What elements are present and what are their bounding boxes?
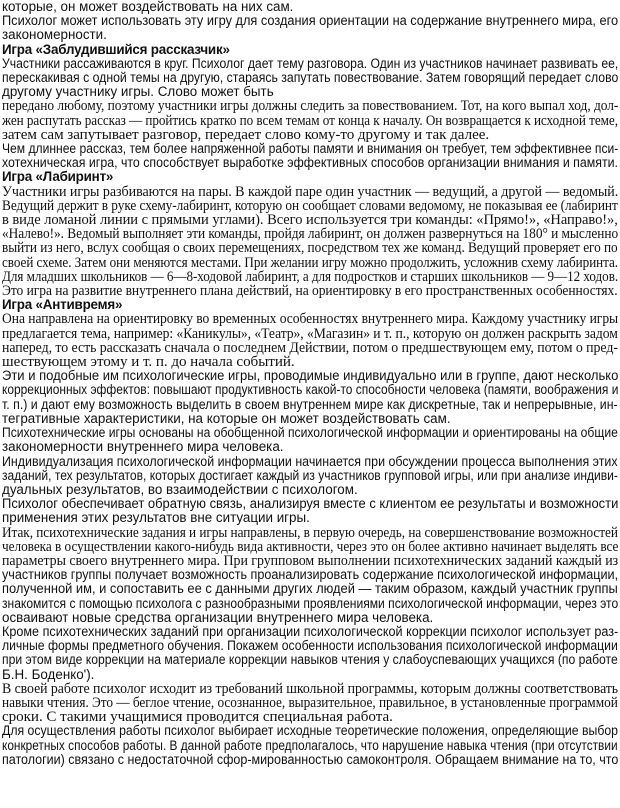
- text-line: тегративные характеристики, на которые он может воздействовать сам.: [2, 411, 451, 426]
- text-line: личные формы предметного обучения. Покажем особенности использования психологической информации: [2, 638, 618, 654]
- text-line: Она направлена на ориентировку во временных особенностях внутреннего мира. Каждому участнику игры: [2, 311, 619, 328]
- section-heading: Игра «Лабиринт»: [2, 170, 114, 185]
- text-line: перескакивая с одной темы на другую, стараясь запутать повествование. Затем говорящий передает слово: [2, 70, 619, 86]
- text-line: при этом виде коррекции на материале коррекции навыков чтения у слабоуспевающих учащихся (по работе: [2, 652, 618, 668]
- text-line: шествующем этому и т. п. до начала событий.: [2, 355, 295, 370]
- text-line: наперед, то есть рассказать сначала о последнем Действии, потом о предшествующем ему, потом о пред-: [2, 339, 618, 356]
- text-line: другому участнику игры. Слово может быть: [2, 85, 274, 100]
- text-line: жен распутать рассказ — пройтись кратко по всем темам от конца к началу. Он возвращается к исходной теме,: [2, 112, 618, 129]
- text-line: патологии) связано с недостаточной сфор-мированностью самоконтроля. Обращаем внимание на то, что: [2, 751, 619, 767]
- text-line: т. п.) и дают ему возможность выделить в своем внутреннем мире как дискретные, так и непрерывные, ин-: [2, 396, 618, 412]
- text-line: затем сам запутывает разговор, передает слово кому-то другому и так далее.: [2, 127, 490, 143]
- text-line: Кроме психотехнических заданий при организации психологической коррекции психолог использует раз-: [2, 623, 619, 639]
- text-line: параметры своего внутреннего мира. При групповом выполнении психотехнических заданий каждый из: [2, 552, 619, 569]
- text-line: Эти и подобные им психологические игры, проводимые индивидуально или в группе, дают несколько: [2, 368, 619, 384]
- text-line: Чем длиннее рассказ, тем более напряженной работы памяти и внимания он требует, тем эффективнее пси-: [2, 141, 619, 157]
- text-line: Участники рассаживаются в круг. Психолог дает тему разговора. Один из участников начинает развивать ее,: [2, 55, 619, 71]
- text-line: Итак, психотехнические задания и игры направлены, в первую очередь, на совершенствование возможностей: [2, 524, 618, 541]
- text-line: Психолог может использовать эту игру для создания ориентации на содержание внутреннего мира, его: [2, 13, 619, 29]
- text-line: человека в осуществлении какого-нибудь вида активности, через это он более активно начинает выделять все: [2, 538, 619, 555]
- text-line: Ведущий держит в руке схему-лабиринт, которую он сообщает словами ведомому, не показывая ее (лабиринт: [2, 197, 618, 214]
- text-line: предлагается тема, например: «Каникулы», «Театр», «Магазин» и т. п., которую он должен раскрыть задом: [2, 325, 618, 342]
- section-heading: Игра «Антивремя»: [2, 298, 123, 313]
- text-line: В своей работе психолог исходит из требований школьной программы, которым должны соответствовать: [2, 680, 619, 697]
- text-line: Для осуществления работы психолог выбирает исходные теоретические положения, определяющие выбор: [2, 723, 619, 739]
- text-line: Психотехнические игры основаны на обобщенной психологической информации и ориентированы на общие: [2, 425, 618, 441]
- text-line: полученной им, и сопоставить ее с данными других людей — таким образом, каждый участник группы: [2, 581, 618, 597]
- text-line: заданий, тех результатов, которых достигает каждый из участников групповой игры, или при анализе индиви-: [2, 467, 618, 483]
- text-line: в виде ломаной линии с прямыми углами). Всего используется три команды: «Прямо!», «Направо!»,: [2, 212, 618, 229]
- text-line: навыки чтения. Это — беглое чтение, осознанное, выразительное, правильное, в установленные программой: [2, 694, 618, 711]
- text-line: конкретных способов работы. В данной работе предполагалось, что нарушение навыка чтения (при отсутствии: [2, 737, 618, 753]
- text-line: Для младших школьников — 6—8-ходовой лабиринт, а для подростков и старших школьников — 9—12 ходов.: [2, 268, 619, 285]
- text-line: участников группы получает возможность проанализировать содержание психологической информации,: [2, 567, 619, 583]
- text-line: выйти из него, вслух сообщая о своих перемещениях, посредством тех же команд. Ведущий проверяет его по: [2, 240, 618, 257]
- text-line: закономерности.: [2, 28, 107, 43]
- text-line: Это игра на развитие внутреннего плана действий, на ориентировку в его пространственных особенностях.: [2, 283, 618, 300]
- text-line: Участники игры разбиваются на пары. В каждой паре один участник — ведущий, а другой — ведомый.: [2, 183, 619, 200]
- text-line: применения этих результатов вне ситуации игры.: [2, 511, 310, 526]
- section-heading: Игра «Заблудившийся рассказчик»: [2, 42, 230, 57]
- text-line: «Налево!». Ведомый выполняет эти команды, пройдя лабиринт, он должен развернуться на 180° и мысленно: [2, 226, 619, 243]
- text-line: Психолог обеспечивает обратную связь, анализируя вместе с клиентом ее результаты и возможности: [2, 496, 619, 512]
- text-line: Индивидуализация психологической информации начинается при обсуждении процесса выполнения этих: [2, 453, 618, 469]
- text-line: Б.Н. Боденко').: [2, 667, 95, 682]
- text-line: знакомится с помощью психолога с разнообразными проявлениями психологической информации, через это: [2, 595, 619, 611]
- text-line: закономерности внутреннего мира человека.: [2, 440, 284, 455]
- text-line: осваивают новые средства организации внутреннего мира человека.: [2, 610, 434, 625]
- text-line: сроки. С такими учащимися проводится специальная работа.: [2, 710, 393, 725]
- text-line: дуальных результатов, во взаимодействии с психологом.: [2, 482, 358, 497]
- text-line: передано любому, поэтому участники игры должны следить за повествованием. Тот, на кого выпал ход, дол-: [2, 98, 619, 115]
- text-line: своей схеме. Затем они меняются местами. При желании игру можно продолжить, усложнив схему лабиринта.: [2, 254, 619, 271]
- text-line: которые, он может воздействовать на них сам.: [2, 0, 294, 14]
- text-line: коррекционных эффектов: повышают продуктивность какой-то способности человека (памяти, воображения и: [2, 382, 619, 398]
- text-line: хотехническая игра, что способствует выработке эффективных способов организации внимания и памяти.: [2, 155, 618, 171]
